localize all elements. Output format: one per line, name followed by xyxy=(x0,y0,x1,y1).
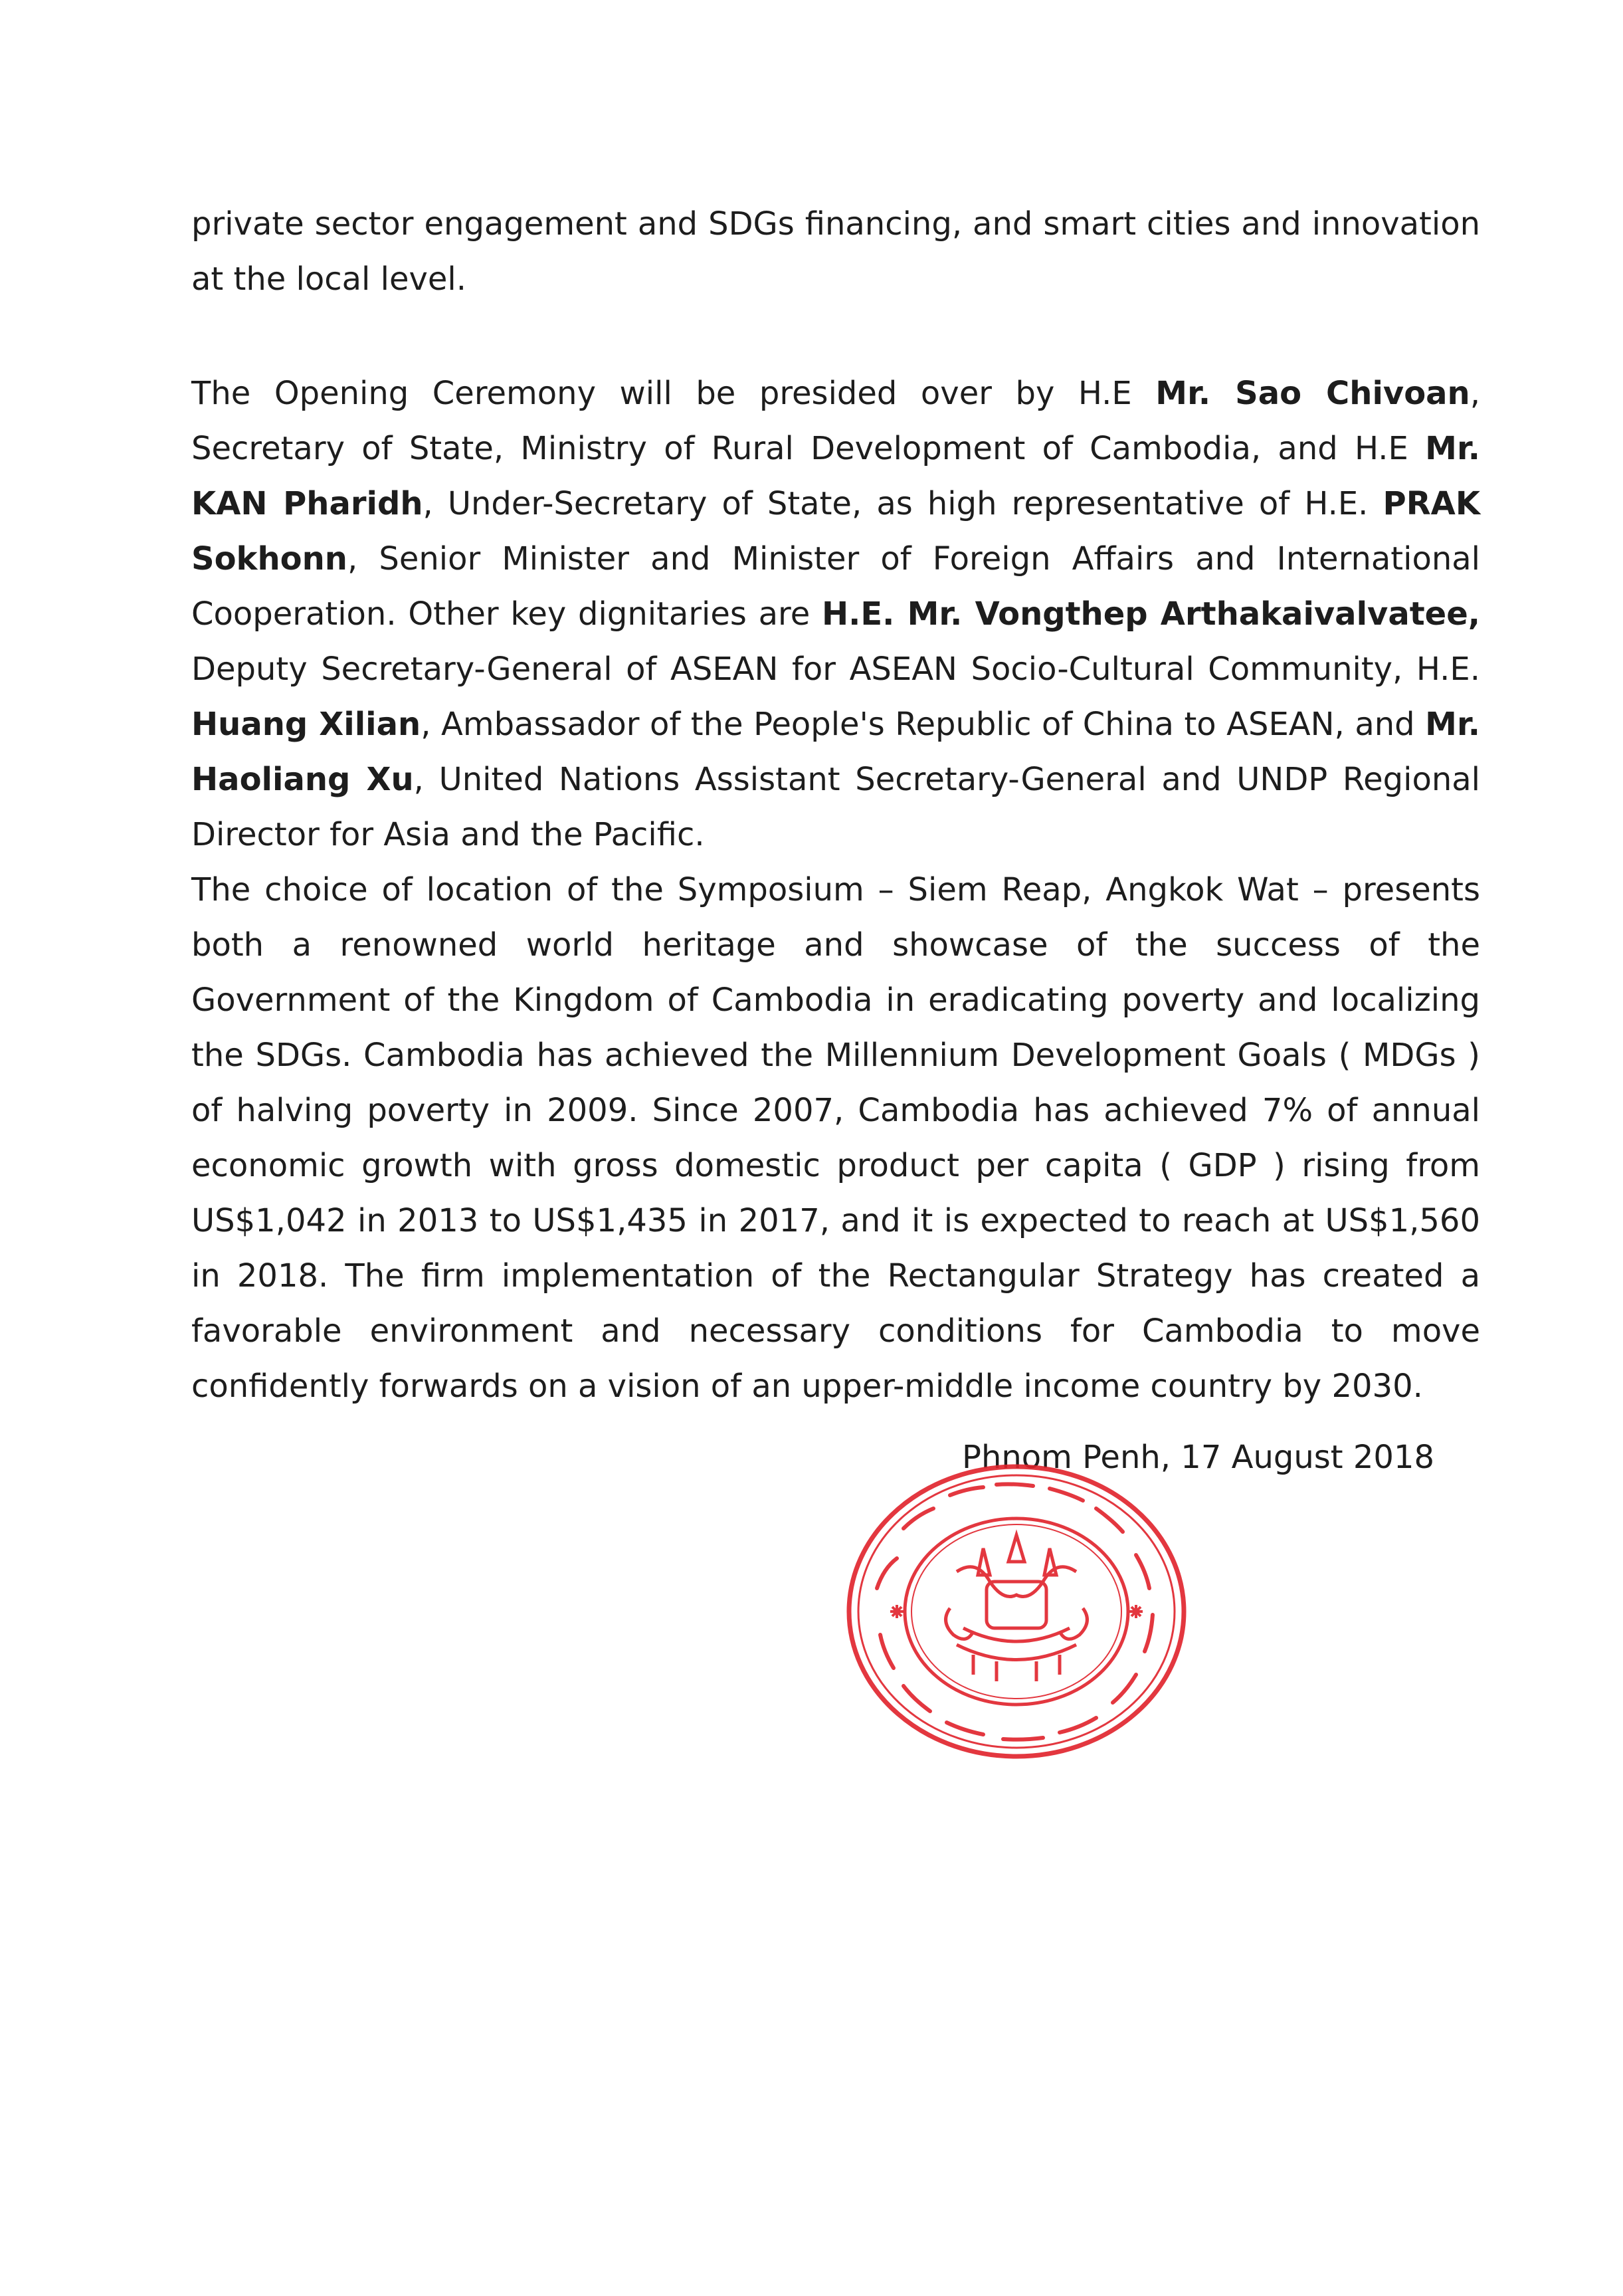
bold-name-text: Mr. KAN Pharidh xyxy=(191,430,1480,522)
paragraph-text: Deputy Secretary-General of ASEAN for ASEAN Socio-Cultural Community, H.E. xyxy=(191,651,1480,688)
paragraph-text: , Under-Secretary of State, as high representative of H.E. xyxy=(423,485,1383,522)
paragraph-text: , Senior Minister and Minister of Foreign Affairs and International Cooperation. Other key dignitaries are xyxy=(191,540,1480,633)
official-seal-icon xyxy=(830,1455,1202,1768)
paragraph-text: private sector engagement and SDGs financing, and smart cities and innovation at the local level. xyxy=(191,205,1480,298)
paragraph-text: , Ambassador of the People's Republic of China to ASEAN, and xyxy=(421,706,1426,743)
bold-name-text: PRAK Sokhonn xyxy=(191,485,1481,577)
bold-name-text: Mr. Sao Chivoan xyxy=(1155,375,1470,412)
date-line: Phnom Penh, 17 August 2018 xyxy=(962,1439,1435,1476)
paragraph-text: , Secretary of State, Ministry of Rural Development of Cambodia, and H.E xyxy=(191,375,1480,467)
paragraph-3 xyxy=(191,863,1480,1414)
bold-name-text: Huang Xilian xyxy=(191,706,421,743)
paragraph-text: , United Nations Assistant Secretary-General and UNDP Regional Director for Asia and the Pacific. xyxy=(191,761,1480,853)
paragraph-1 xyxy=(191,197,1480,307)
paragraph-2 xyxy=(191,366,1480,863)
paragraph-text: The choice of location of the Symposium – Siem Reap, Angkok Wat – presents both a renowned world heritage and showcase of the success of the Government of the Kingdom of Cambodia in eradicating poverty and localizing the SDGs. Cambodia has achieved the Millennium Development Goals ( MDGs ) of halving poverty in 2009. Since 2007, Cambodia has achieved 7% of annual economic growth with gross domestic product per capita ( GDP ) rising from US$1,042 in 2013 to US$1,435 in 2017, and it is expected to reach at US$1,560 in 2018. The firm implementation of the Rectangular Strategy has created a favorable environment and necessary conditions for Cambodia to move confidently forwards on a vision of an upper-middle income country by 2030. xyxy=(191,871,1480,1405)
bold-name-text: Mr. Haoliang Xu xyxy=(191,706,1480,798)
paragraph-text: The Opening Ceremony will be presided over by H.E xyxy=(191,375,1156,412)
bold-name-text: H.E. Mr. Vongthep Arthakaivalvatee, xyxy=(821,595,1480,633)
